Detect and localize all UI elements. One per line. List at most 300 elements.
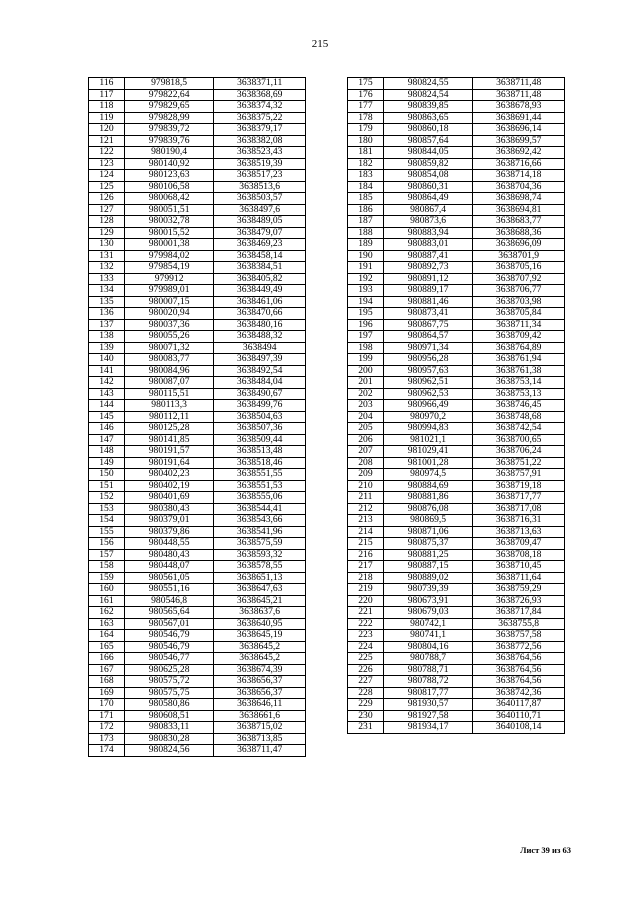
point-number-cell: 179 — [348, 124, 384, 136]
point-number-cell: 213 — [348, 515, 384, 527]
x-coordinate-cell: 980876,08 — [383, 503, 473, 515]
y-coordinate-cell: 3638705,84 — [473, 308, 565, 320]
x-coordinate-cell: 980889,17 — [383, 285, 473, 297]
y-coordinate-cell: 3638640,95 — [214, 618, 306, 630]
y-coordinate-cell: 3638707,92 — [473, 273, 565, 285]
table-row — [348, 503, 565, 515]
table-row — [89, 216, 306, 228]
y-coordinate-cell: 3638703,98 — [473, 296, 565, 308]
y-coordinate-cell: 3638761,94 — [473, 354, 565, 366]
table-row — [89, 722, 306, 734]
table-row — [348, 193, 565, 205]
table-row — [348, 216, 565, 228]
y-coordinate-cell: 3638479,07 — [214, 227, 306, 239]
point-number-cell: 222 — [348, 618, 384, 630]
point-number-cell: 217 — [348, 561, 384, 573]
y-coordinate-cell: 3638764,56 — [473, 653, 565, 665]
table-row — [348, 561, 565, 573]
y-coordinate-cell: 3638674,39 — [214, 664, 306, 676]
point-number-cell: 168 — [89, 676, 125, 688]
y-coordinate-cell: 3638719,18 — [473, 480, 565, 492]
point-number-cell: 136 — [89, 308, 125, 320]
x-coordinate-cell: 980956,28 — [383, 354, 473, 366]
x-coordinate-cell: 980546,79 — [124, 630, 214, 642]
y-coordinate-cell: 3638578,55 — [214, 561, 306, 573]
x-coordinate-cell: 979822,64 — [124, 89, 214, 101]
table-row — [89, 480, 306, 492]
point-number-cell: 151 — [89, 480, 125, 492]
point-number-cell: 204 — [348, 411, 384, 423]
y-coordinate-cell: 3638503,57 — [214, 193, 306, 205]
table-row — [89, 515, 306, 527]
y-coordinate-cell: 3638504,63 — [214, 411, 306, 423]
point-number-cell: 230 — [348, 710, 384, 722]
point-number-cell: 129 — [89, 227, 125, 239]
point-number-cell: 175 — [348, 78, 384, 90]
table-row — [348, 572, 565, 584]
x-coordinate-cell: 980125,28 — [124, 423, 214, 435]
point-number-cell: 184 — [348, 181, 384, 193]
x-coordinate-cell: 980379,01 — [124, 515, 214, 527]
x-coordinate-cell: 980788,72 — [383, 676, 473, 688]
point-number-cell: 144 — [89, 400, 125, 412]
point-number-cell: 194 — [348, 296, 384, 308]
table-row — [89, 112, 306, 124]
point-number-cell: 142 — [89, 377, 125, 389]
x-coordinate-cell: 980887,15 — [383, 561, 473, 573]
x-coordinate-cell: 980580,86 — [124, 699, 214, 711]
point-number-cell: 215 — [348, 538, 384, 550]
x-coordinate-cell: 980608,51 — [124, 710, 214, 722]
point-number-cell: 227 — [348, 676, 384, 688]
x-coordinate-cell: 980448,55 — [124, 538, 214, 550]
table-row — [348, 170, 565, 182]
table-row — [89, 273, 306, 285]
table-row — [89, 181, 306, 193]
table-row — [348, 365, 565, 377]
point-number-cell: 135 — [89, 296, 125, 308]
table-row — [348, 423, 565, 435]
y-coordinate-cell: 3638480,16 — [214, 319, 306, 331]
x-coordinate-cell: 980962,53 — [383, 388, 473, 400]
table-row — [348, 273, 565, 285]
table-row — [89, 434, 306, 446]
point-number-cell: 223 — [348, 630, 384, 642]
x-coordinate-cell: 980679,03 — [383, 607, 473, 619]
y-coordinate-cell: 3638757,58 — [473, 630, 565, 642]
x-coordinate-cell: 981930,57 — [383, 699, 473, 711]
y-coordinate-cell: 3638541,96 — [214, 526, 306, 538]
point-number-cell: 192 — [348, 273, 384, 285]
x-coordinate-cell: 980084,96 — [124, 365, 214, 377]
point-number-cell: 141 — [89, 365, 125, 377]
point-number-cell: 176 — [348, 89, 384, 101]
x-coordinate-cell: 980884,69 — [383, 480, 473, 492]
table-row — [348, 89, 565, 101]
y-coordinate-cell: 3638513,6 — [214, 181, 306, 193]
point-number-cell: 121 — [89, 135, 125, 147]
y-coordinate-cell: 3638759,29 — [473, 584, 565, 596]
point-number-cell: 171 — [89, 710, 125, 722]
x-coordinate-cell: 980001,38 — [124, 239, 214, 251]
y-coordinate-cell: 3638469,23 — [214, 239, 306, 251]
x-coordinate-cell: 980881,86 — [383, 492, 473, 504]
x-coordinate-cell: 980883,01 — [383, 239, 473, 251]
table-row — [89, 664, 306, 676]
point-number-cell: 117 — [89, 89, 125, 101]
x-coordinate-cell: 980867,4 — [383, 204, 473, 216]
table-row — [348, 204, 565, 216]
x-coordinate-cell: 980123,63 — [124, 170, 214, 182]
x-coordinate-cell: 980032,78 — [124, 216, 214, 228]
x-coordinate-cell: 980015,52 — [124, 227, 214, 239]
y-coordinate-cell: 3638753,14 — [473, 377, 565, 389]
y-coordinate-cell: 3638696,09 — [473, 239, 565, 251]
table-row — [348, 308, 565, 320]
x-coordinate-cell: 979829,65 — [124, 101, 214, 113]
y-coordinate-cell: 3638551,53 — [214, 480, 306, 492]
y-coordinate-cell: 3638761,38 — [473, 365, 565, 377]
x-coordinate-cell: 980380,43 — [124, 503, 214, 515]
x-coordinate-cell: 980083,77 — [124, 354, 214, 366]
table-row — [89, 572, 306, 584]
table-row — [89, 262, 306, 274]
table-row — [89, 699, 306, 711]
y-coordinate-cell: 3638458,14 — [214, 250, 306, 262]
point-number-cell: 138 — [89, 331, 125, 343]
y-coordinate-cell: 3638692,42 — [473, 147, 565, 159]
table-row — [89, 595, 306, 607]
x-coordinate-cell: 979839,76 — [124, 135, 214, 147]
table-row — [89, 733, 306, 745]
y-coordinate-cell: 3638519,39 — [214, 158, 306, 170]
x-coordinate-cell: 979839,72 — [124, 124, 214, 136]
table-row — [89, 78, 306, 90]
y-coordinate-cell: 3638575,59 — [214, 538, 306, 550]
point-number-cell: 210 — [348, 480, 384, 492]
point-number-cell: 211 — [348, 492, 384, 504]
table-row — [89, 135, 306, 147]
x-coordinate-cell: 980966,49 — [383, 400, 473, 412]
y-coordinate-cell: 3638709,42 — [473, 331, 565, 343]
x-coordinate-cell: 981021,1 — [383, 434, 473, 446]
point-number-cell: 207 — [348, 446, 384, 458]
x-coordinate-cell: 980864,49 — [383, 193, 473, 205]
table-row — [89, 549, 306, 561]
x-coordinate-cell: 980871,06 — [383, 526, 473, 538]
table-row — [89, 607, 306, 619]
table-row — [89, 457, 306, 469]
table-row — [348, 147, 565, 159]
y-coordinate-cell: 3638694,81 — [473, 204, 565, 216]
y-coordinate-cell: 3638509,44 — [214, 434, 306, 446]
x-coordinate-cell: 980402,23 — [124, 469, 214, 481]
point-number-cell: 161 — [89, 595, 125, 607]
y-coordinate-cell: 3638379,17 — [214, 124, 306, 136]
point-number-cell: 150 — [89, 469, 125, 481]
table-row — [89, 469, 306, 481]
y-coordinate-cell: 3638517,23 — [214, 170, 306, 182]
coordinates-table-right — [347, 77, 565, 734]
x-coordinate-cell: 979984,02 — [124, 250, 214, 262]
x-coordinate-cell: 980974,5 — [383, 469, 473, 481]
y-coordinate-cell: 3638405,82 — [214, 273, 306, 285]
sheet-info: Лист 39 из 63 — [520, 845, 571, 855]
x-coordinate-cell: 980567,01 — [124, 618, 214, 630]
x-coordinate-cell: 980480,43 — [124, 549, 214, 561]
y-coordinate-cell: 3638492,54 — [214, 365, 306, 377]
point-number-cell: 201 — [348, 377, 384, 389]
y-coordinate-cell: 3638651,13 — [214, 572, 306, 584]
point-number-cell: 154 — [89, 515, 125, 527]
table-row — [89, 584, 306, 596]
x-coordinate-cell: 980869,5 — [383, 515, 473, 527]
point-number-cell: 160 — [89, 584, 125, 596]
x-coordinate-cell: 981029,41 — [383, 446, 473, 458]
x-coordinate-cell: 980551,16 — [124, 584, 214, 596]
x-coordinate-cell: 980115,51 — [124, 388, 214, 400]
point-number-cell: 133 — [89, 273, 125, 285]
point-number-cell: 203 — [348, 400, 384, 412]
point-number-cell: 231 — [348, 722, 384, 734]
y-coordinate-cell: 3638647,63 — [214, 584, 306, 596]
point-number-cell: 126 — [89, 193, 125, 205]
y-coordinate-cell: 3638645,2 — [214, 653, 306, 665]
point-number-cell: 159 — [89, 572, 125, 584]
y-coordinate-cell: 3638645,19 — [214, 630, 306, 642]
y-coordinate-cell: 3638711,47 — [214, 745, 306, 757]
y-coordinate-cell: 3638764,56 — [473, 676, 565, 688]
table-row — [348, 664, 565, 676]
y-coordinate-cell: 3638708,18 — [473, 549, 565, 561]
point-number-cell: 149 — [89, 457, 125, 469]
table-row — [89, 193, 306, 205]
x-coordinate-cell: 980971,34 — [383, 342, 473, 354]
x-coordinate-cell: 980051,51 — [124, 204, 214, 216]
point-number-cell: 157 — [89, 549, 125, 561]
point-number-cell: 173 — [89, 733, 125, 745]
y-coordinate-cell: 3638688,36 — [473, 227, 565, 239]
x-coordinate-cell: 980864,57 — [383, 331, 473, 343]
table-row — [348, 250, 565, 262]
x-coordinate-cell: 980887,41 — [383, 250, 473, 262]
table-row — [89, 618, 306, 630]
y-coordinate-cell: 3638711,48 — [473, 89, 565, 101]
table-row — [348, 446, 565, 458]
point-number-cell: 166 — [89, 653, 125, 665]
x-coordinate-cell: 980839,85 — [383, 101, 473, 113]
y-coordinate-cell: 3638717,84 — [473, 607, 565, 619]
point-number-cell: 212 — [348, 503, 384, 515]
point-number-cell: 182 — [348, 158, 384, 170]
y-coordinate-cell: 3638374,32 — [214, 101, 306, 113]
table-row — [348, 722, 565, 734]
table-row — [89, 308, 306, 320]
table-row — [89, 147, 306, 159]
point-number-cell: 147 — [89, 434, 125, 446]
point-number-cell: 158 — [89, 561, 125, 573]
table-row — [89, 630, 306, 642]
point-number-cell: 172 — [89, 722, 125, 734]
x-coordinate-cell: 980068,42 — [124, 193, 214, 205]
table-row — [89, 446, 306, 458]
point-number-cell: 225 — [348, 653, 384, 665]
y-coordinate-cell: 3638645,2 — [214, 641, 306, 653]
table-row — [89, 388, 306, 400]
table-row — [89, 89, 306, 101]
table-row — [348, 377, 565, 389]
table-row — [89, 561, 306, 573]
point-number-cell: 208 — [348, 457, 384, 469]
x-coordinate-cell: 980881,25 — [383, 549, 473, 561]
table-row — [348, 687, 565, 699]
x-coordinate-cell: 980113,3 — [124, 400, 214, 412]
table-body — [348, 78, 565, 734]
point-number-cell: 120 — [89, 124, 125, 136]
y-coordinate-cell: 3638700,65 — [473, 434, 565, 446]
point-number-cell: 164 — [89, 630, 125, 642]
x-coordinate-cell: 980857,64 — [383, 135, 473, 147]
x-coordinate-cell: 980141,85 — [124, 434, 214, 446]
y-coordinate-cell: 3638494 — [214, 342, 306, 354]
table-row — [89, 204, 306, 216]
point-number-cell: 170 — [89, 699, 125, 711]
y-coordinate-cell: 3638711,34 — [473, 319, 565, 331]
table-row — [348, 388, 565, 400]
y-coordinate-cell: 3638717,08 — [473, 503, 565, 515]
table-row — [89, 411, 306, 423]
y-coordinate-cell: 3638646,11 — [214, 699, 306, 711]
point-number-cell: 177 — [348, 101, 384, 113]
y-coordinate-cell: 3638748,68 — [473, 411, 565, 423]
y-coordinate-cell: 3638742,36 — [473, 687, 565, 699]
point-number-cell: 220 — [348, 595, 384, 607]
x-coordinate-cell: 980817,77 — [383, 687, 473, 699]
point-number-cell: 148 — [89, 446, 125, 458]
table-row — [348, 331, 565, 343]
table-row — [348, 239, 565, 251]
x-coordinate-cell: 980020,94 — [124, 308, 214, 320]
table-row — [348, 124, 565, 136]
y-coordinate-cell: 3638375,22 — [214, 112, 306, 124]
x-coordinate-cell: 980007,15 — [124, 296, 214, 308]
x-coordinate-cell: 980859,82 — [383, 158, 473, 170]
x-coordinate-cell: 981934,17 — [383, 722, 473, 734]
point-number-cell: 190 — [348, 250, 384, 262]
table-row — [348, 699, 565, 711]
table-row — [89, 676, 306, 688]
y-coordinate-cell: 3638488,32 — [214, 331, 306, 343]
table-row — [348, 342, 565, 354]
x-coordinate-cell: 980873,41 — [383, 308, 473, 320]
point-number-cell: 183 — [348, 170, 384, 182]
point-number-cell: 196 — [348, 319, 384, 331]
y-coordinate-cell: 3638551,55 — [214, 469, 306, 481]
x-coordinate-cell: 980087,07 — [124, 377, 214, 389]
y-coordinate-cell: 3638593,32 — [214, 549, 306, 561]
point-number-cell: 218 — [348, 572, 384, 584]
table-row — [89, 538, 306, 550]
point-number-cell: 198 — [348, 342, 384, 354]
table-row — [348, 710, 565, 722]
table-row — [89, 687, 306, 699]
table-row — [348, 630, 565, 642]
point-number-cell: 163 — [89, 618, 125, 630]
y-coordinate-cell: 3638490,67 — [214, 388, 306, 400]
x-coordinate-cell: 980830,28 — [124, 733, 214, 745]
point-number-cell: 187 — [348, 216, 384, 228]
point-number-cell: 128 — [89, 216, 125, 228]
point-number-cell: 214 — [348, 526, 384, 538]
x-coordinate-cell: 980402,19 — [124, 480, 214, 492]
x-coordinate-cell: 980844,05 — [383, 147, 473, 159]
y-coordinate-cell: 3638371,11 — [214, 78, 306, 90]
point-number-cell: 165 — [89, 641, 125, 653]
point-number-cell: 188 — [348, 227, 384, 239]
x-coordinate-cell: 980860,18 — [383, 124, 473, 136]
x-coordinate-cell: 980565,64 — [124, 607, 214, 619]
y-coordinate-cell: 3638701,9 — [473, 250, 565, 262]
x-coordinate-cell: 979989,01 — [124, 285, 214, 297]
x-coordinate-cell: 980804,16 — [383, 641, 473, 653]
y-coordinate-cell: 3638751,22 — [473, 457, 565, 469]
point-number-cell: 169 — [89, 687, 125, 699]
point-number-cell: 134 — [89, 285, 125, 297]
x-coordinate-cell: 980970,2 — [383, 411, 473, 423]
table-row — [348, 584, 565, 596]
x-coordinate-cell: 980739,39 — [383, 584, 473, 596]
x-coordinate-cell: 980190,4 — [124, 147, 214, 159]
table-row — [348, 400, 565, 412]
point-number-cell: 202 — [348, 388, 384, 400]
table-row — [348, 112, 565, 124]
table-row — [89, 170, 306, 182]
y-coordinate-cell: 3638753,13 — [473, 388, 565, 400]
y-coordinate-cell: 3638449,49 — [214, 285, 306, 297]
point-number-cell: 174 — [89, 745, 125, 757]
table-row — [89, 526, 306, 538]
point-number-cell: 143 — [89, 388, 125, 400]
table-row — [89, 158, 306, 170]
table-row — [348, 319, 565, 331]
x-coordinate-cell: 980824,54 — [383, 89, 473, 101]
x-coordinate-cell: 980892,73 — [383, 262, 473, 274]
table-row — [348, 526, 565, 538]
x-coordinate-cell: 980962,51 — [383, 377, 473, 389]
x-coordinate-cell: 980575,72 — [124, 676, 214, 688]
x-coordinate-cell: 980854,08 — [383, 170, 473, 182]
x-coordinate-cell: 979828,99 — [124, 112, 214, 124]
table-row — [89, 331, 306, 343]
y-coordinate-cell: 3638742,54 — [473, 423, 565, 435]
table-row — [348, 181, 565, 193]
y-coordinate-cell: 3638713,85 — [214, 733, 306, 745]
point-number-cell: 156 — [89, 538, 125, 550]
x-coordinate-cell: 980625,28 — [124, 664, 214, 676]
y-coordinate-cell: 3638489,05 — [214, 216, 306, 228]
y-coordinate-cell: 3638711,64 — [473, 572, 565, 584]
table-row — [89, 250, 306, 262]
point-number-cell: 195 — [348, 308, 384, 320]
point-number-cell: 191 — [348, 262, 384, 274]
point-number-cell: 137 — [89, 319, 125, 331]
table-row — [348, 653, 565, 665]
y-coordinate-cell: 3638714,18 — [473, 170, 565, 182]
table-row — [89, 296, 306, 308]
point-number-cell: 197 — [348, 331, 384, 343]
table-row — [89, 503, 306, 515]
table-row — [348, 354, 565, 366]
